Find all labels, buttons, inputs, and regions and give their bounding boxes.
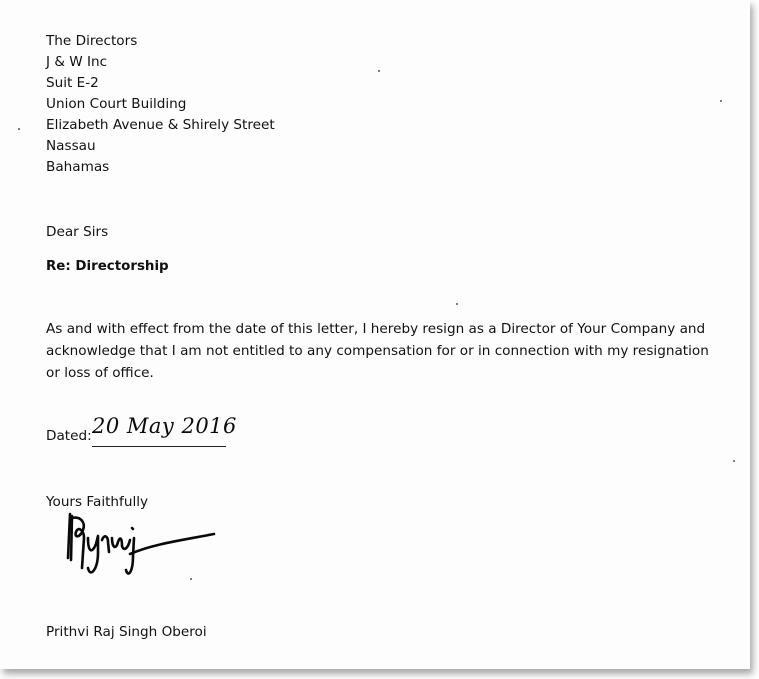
speck (190, 578, 192, 580)
speck (720, 100, 722, 102)
letter-body: As and with effect from the date of this letter, I hereby resign as a Director of Your Company and acknowledge that I am not entitled to any compensation for or in connection with my resignation or loss of office. (46, 321, 709, 381)
address-line: Nassau (46, 138, 96, 154)
address-line: Elizabeth Avenue & Shirely Street (46, 117, 275, 133)
speck (733, 460, 735, 462)
address-line: The Directors (46, 33, 138, 49)
dated-underline (92, 446, 226, 447)
subject-line: Re: Directorship (46, 259, 169, 274)
handwritten-signature (58, 508, 228, 588)
speck (378, 70, 380, 72)
dated-label: Dated: (46, 428, 92, 444)
address-line: Suit E-2 (46, 75, 99, 91)
address-line: Bahamas (46, 159, 110, 175)
recipient-address (46, 31, 275, 178)
dated-handwritten-value: 20 May 2016 (92, 414, 237, 438)
signatory-name: Prithvi Raj Singh Oberoi (46, 624, 207, 640)
speck (18, 128, 20, 130)
address-line: J & W Inc (46, 54, 108, 70)
salutation: Dear Sirs (46, 224, 109, 240)
speck (456, 303, 458, 305)
address-line: Union Court Building (46, 96, 187, 112)
closing: Yours Faithfully (46, 494, 149, 510)
